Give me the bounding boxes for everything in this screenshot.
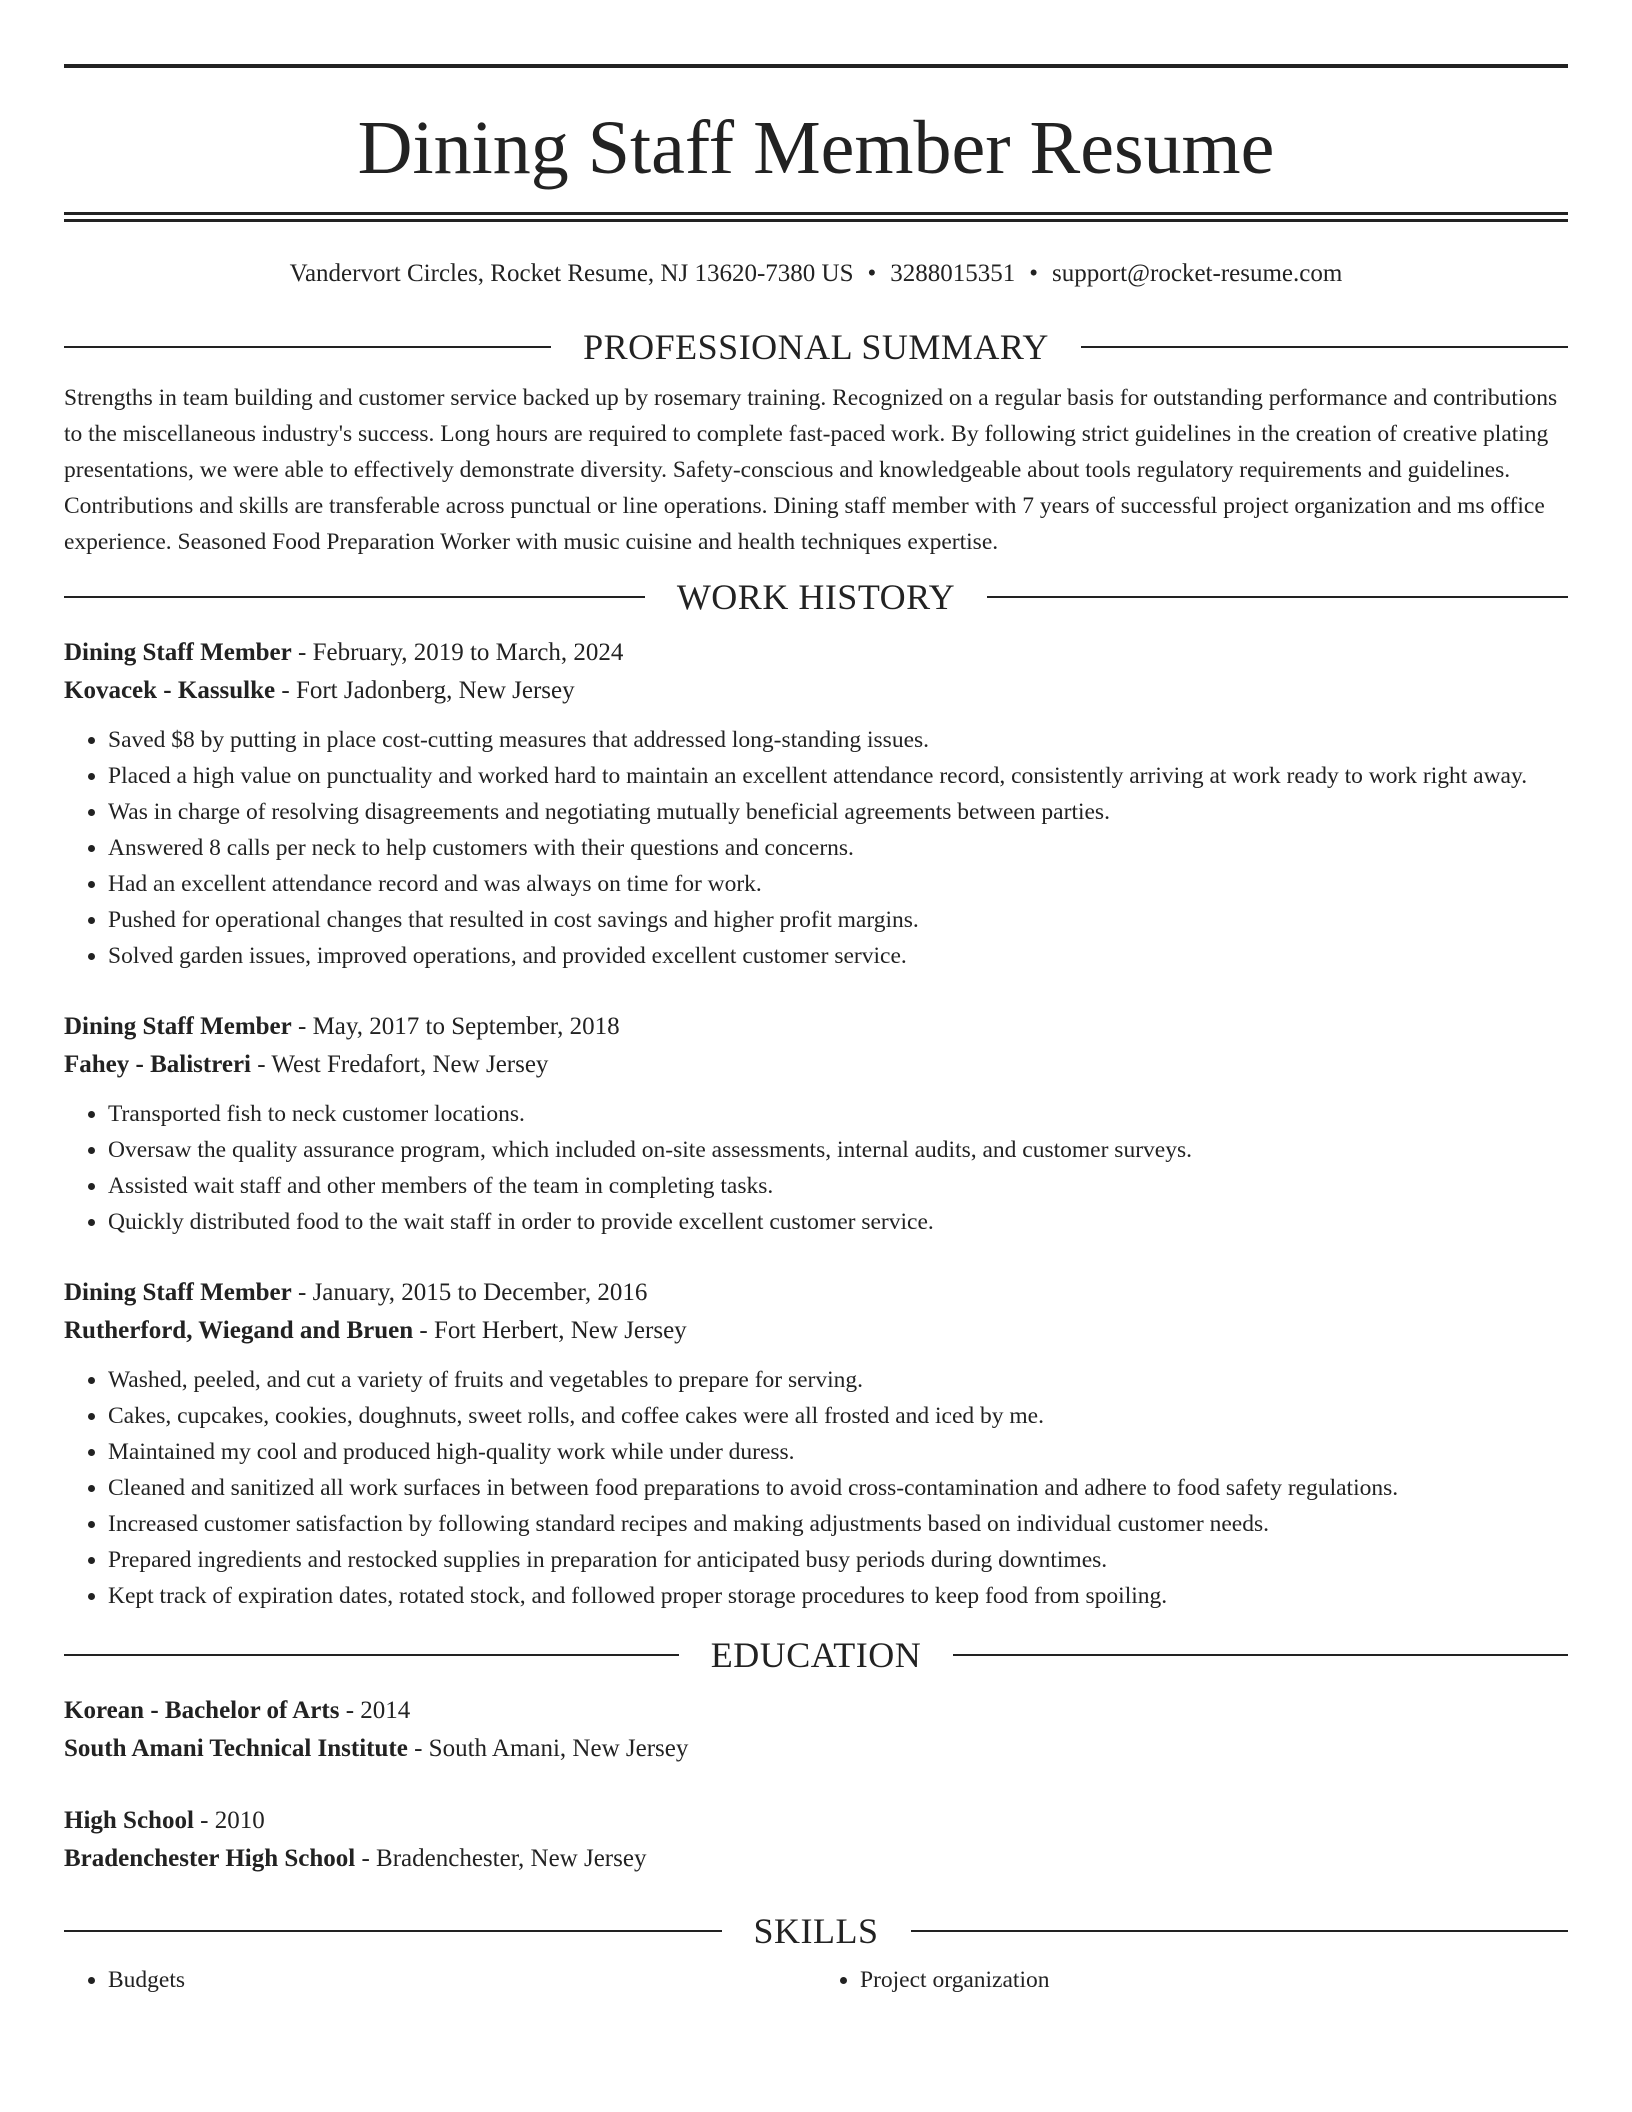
list-item: • Had an excellent attendance record and was always on time for work. (108, 866, 1568, 902)
list-item: • Washed, peeled, and cut a variety of fruits and vegetables to prepare for serving. (108, 1362, 1568, 1398)
education-entry (64, 1802, 1568, 1878)
school: Bradenchester High School (64, 1845, 356, 1872)
job-title-line (64, 634, 1568, 672)
graduation-year: - 2014 (339, 1697, 411, 1724)
list-item: • Maintained my cool and produced high-quality work while under duress. (108, 1434, 1568, 1470)
school: South Amani Technical Institute (64, 1735, 408, 1762)
summary-paragraph: Strengths in team building and customer service backed up by rosemary training. Recognized on a regular basis for outstanding performance and contributions to the miscellaneous industry's success. Long hours are required to complete fast-paced work. By following strict guidelines in the creation of creative plating presentations, we were able to effectively demonstrate diversity. Safety-conscious and knowledgeable about tools regulatory requirements and guidelines. Contributions and skills are transferable across punctual or line operations. Dining staff member with 7 years of successful project organization and ms office experience. Seasoned Food Preparation Worker with music cuisine and health techniques expertise. (64, 385, 1558, 555)
school-location: - South Amani, New Jersey (407, 1735, 689, 1762)
list-item: • Solved garden issues, improved operations, and provided excellent customer service. (108, 938, 1568, 974)
list-item: • Pushed for operational changes that resulted in cost savings and higher profit margins. (108, 902, 1568, 938)
degree-line (64, 1692, 1568, 1730)
title-double-rule (64, 212, 1568, 222)
job-company: Rutherford, Wiegand and Bruen (64, 1317, 414, 1344)
section-title: EDUCATION (710, 1635, 922, 1675)
section-heading-education (64, 1632, 1568, 1678)
list-item: • Transported fish to neck customer locations. (108, 1096, 1568, 1132)
section-title: SKILLS (753, 1911, 879, 1951)
list-item: • Placed a high value on punctuality and worked hard to maintain an excellent attendance record, consistently arriving at work ready to work right away. (108, 758, 1568, 794)
section-heading-work (64, 574, 1568, 620)
contact-separator: • (1029, 260, 1039, 287)
page-title: Dining Staff Member Resume (357, 106, 1275, 190)
section-title: WORK HISTORY (676, 577, 956, 617)
heading-rule (64, 346, 551, 348)
skills-list-right (816, 1962, 1568, 1998)
skills-list-left (64, 1962, 816, 1998)
list-item: • Prepared ingredients and restocked supplies in preparation for anticipated busy periods during downtimes. (108, 1542, 1568, 1578)
job-title: Dining Staff Member (64, 1279, 292, 1306)
job-company: Fahey - Balistreri (64, 1051, 251, 1078)
degree: Korean - Bachelor of Arts (64, 1697, 340, 1724)
job-dates: - January, 2015 to December, 2016 (291, 1279, 648, 1306)
contact-phone: 3288015351 (890, 260, 1016, 287)
section-heading-summary (64, 324, 1568, 370)
resume-page (64, 0, 1568, 1998)
degree-line (64, 1802, 1568, 1840)
school-location: - Bradenchester, New Jersey (355, 1845, 647, 1872)
job-location: - Fort Jadonberg, New Jersey (275, 677, 575, 704)
skills-columns (64, 1962, 1568, 1998)
contact-email: support@rocket-resume.com (1052, 260, 1343, 287)
job-title-line (64, 1008, 1568, 1046)
skill-item: • Project organization (860, 1962, 1568, 1998)
job-dates: - February, 2019 to March, 2024 (291, 639, 624, 666)
job-entry (64, 634, 1568, 974)
heading-rule (987, 596, 1568, 598)
section-heading-skills (64, 1908, 1568, 1954)
contact-separator: • (867, 260, 877, 287)
job-title: Dining Staff Member (64, 1013, 292, 1040)
list-item: • Increased customer satisfaction by following standard recipes and making adjustments based on individual customer needs. (108, 1506, 1568, 1542)
heading-rule (1081, 346, 1568, 348)
contact-line (64, 258, 1568, 290)
heading-rule (911, 1930, 1569, 1932)
graduation-year: - 2010 (193, 1807, 265, 1834)
job-entry (64, 1008, 1568, 1240)
job-company-line (64, 1312, 1568, 1350)
job-location: - Fort Herbert, New Jersey (413, 1317, 687, 1344)
heading-rule (953, 1654, 1568, 1656)
list-item: • Quickly distributed food to the wait staff in order to provide excellent customer service. (108, 1204, 1568, 1240)
job-company: Kovacek - Kassulke (64, 677, 276, 704)
contact-address: Vandervort Circles, Rocket Resume, NJ 13620-7380 US (289, 260, 854, 287)
top-rule (64, 64, 1568, 68)
skill-item: • Budgets (108, 1962, 816, 1998)
job-bullets (64, 722, 1568, 974)
heading-rule (64, 1930, 722, 1932)
job-title-line (64, 1274, 1568, 1312)
education-entry (64, 1692, 1568, 1768)
list-item: • Assisted wait staff and other members of the team in completing tasks. (108, 1168, 1568, 1204)
job-company-line (64, 1046, 1568, 1084)
list-item: • Kept track of expiration dates, rotated stock, and followed proper storage procedures to keep food from spoiling. (108, 1578, 1568, 1614)
job-dates: - May, 2017 to September, 2018 (291, 1013, 620, 1040)
list-item: • Cleaned and sanitized all work surfaces in between food preparations to avoid cross-contamination and adhere to food safety regulations. (108, 1470, 1568, 1506)
list-item: • Answered 8 calls per neck to help customers with their questions and concerns. (108, 830, 1568, 866)
list-item: • Cakes, cupcakes, cookies, doughnuts, sweet rolls, and coffee cakes were all frosted and iced by me. (108, 1398, 1568, 1434)
school-line (64, 1840, 1568, 1878)
degree: High School (64, 1807, 194, 1834)
job-location: - West Fredafort, New Jersey (251, 1051, 549, 1078)
heading-rule (64, 1654, 679, 1656)
job-bullets (64, 1362, 1568, 1614)
job-company-line (64, 672, 1568, 710)
job-title: Dining Staff Member (64, 639, 292, 666)
job-bullets (64, 1096, 1568, 1240)
list-item: • Saved $8 by putting in place cost-cutting measures that addressed long-standing issues. (108, 722, 1568, 758)
heading-rule (64, 596, 645, 598)
section-title: PROFESSIONAL SUMMARY (583, 327, 1049, 367)
school-line (64, 1730, 1568, 1768)
list-item: • Oversaw the quality assurance program, which included on-site assessments, internal audits, and customer surveys. (108, 1132, 1568, 1168)
list-item: • Was in charge of resolving disagreements and negotiating mutually beneficial agreements between parties. (108, 794, 1568, 830)
job-entry (64, 1274, 1568, 1614)
